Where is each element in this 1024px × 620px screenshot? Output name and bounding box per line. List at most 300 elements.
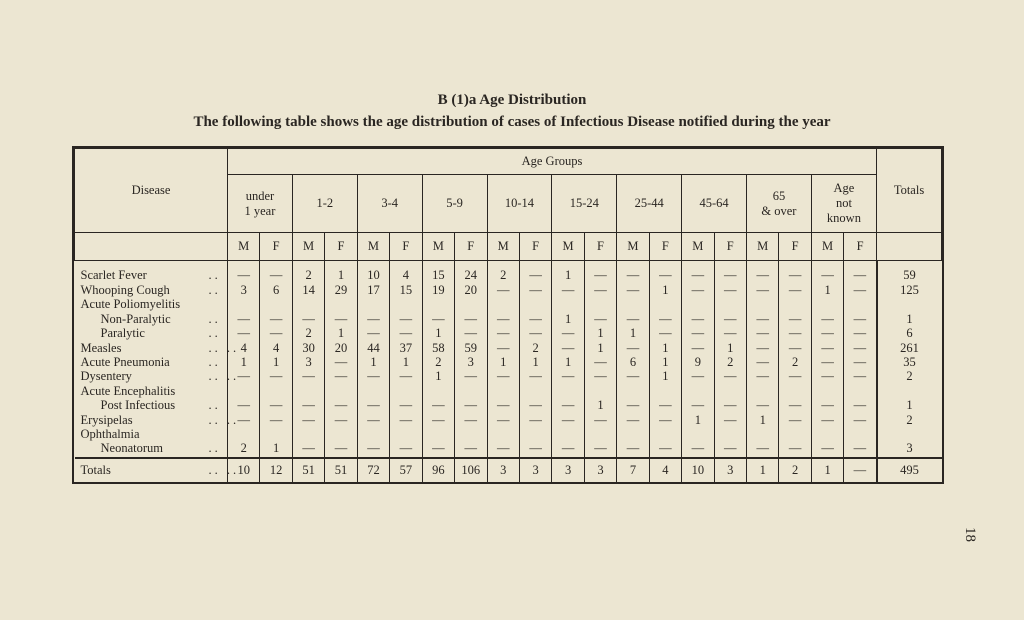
disease-label: Whooping Cough: [80, 282, 170, 297]
count-cell: —: [779, 269, 811, 283]
disease-label: Neonatorum: [100, 441, 163, 456]
table-row: [75, 341, 942, 355]
age-group-header: 10-14: [487, 175, 552, 233]
count-cell: —: [649, 442, 681, 457]
row-total-cell: 3: [877, 442, 942, 457]
count-cell: 106: [455, 458, 487, 482]
age-group-header: under 1 year: [228, 175, 293, 233]
count-cell: 3: [584, 458, 616, 482]
disease-cell: [75, 312, 228, 326]
count-cell: 4: [390, 269, 422, 283]
count-cell: 1: [617, 327, 649, 341]
count-cell: —: [228, 370, 260, 384]
count-cell: —: [487, 399, 519, 413]
female-header: F: [455, 233, 487, 261]
count-cell: —: [811, 442, 843, 457]
count-cell: 3: [228, 283, 260, 297]
count-cell: —: [455, 370, 487, 384]
age-group-header: 25-44: [617, 175, 682, 233]
count-cell: [747, 384, 779, 398]
male-header: M: [357, 233, 389, 261]
count-cell: 2: [779, 356, 811, 370]
count-cell: —: [779, 312, 811, 326]
female-header: F: [519, 233, 551, 261]
count-cell: 51: [292, 458, 324, 482]
count-cell: 4: [260, 341, 292, 355]
count-cell: [292, 298, 324, 312]
count-cell: [519, 428, 551, 442]
count-cell: [714, 384, 746, 398]
age-distribution-table: [72, 146, 944, 484]
table-row: [75, 428, 942, 442]
table-row: [75, 327, 942, 341]
leader-dots: ..: [208, 282, 221, 297]
count-cell: —: [422, 413, 454, 427]
count-cell: —: [292, 442, 324, 457]
table-row: [75, 413, 942, 427]
disease-cell: [75, 428, 228, 442]
count-cell: 1: [228, 356, 260, 370]
count-cell: [682, 298, 714, 312]
leader-dots: .. ..: [208, 412, 240, 427]
count-cell: —: [552, 399, 584, 413]
count-cell: [682, 384, 714, 398]
table-row: [75, 312, 942, 326]
row-total-cell: 2: [877, 413, 942, 427]
disease-label: Scarlet Fever: [80, 268, 147, 283]
disease-cell: [75, 298, 228, 312]
row-total-cell: 1: [877, 399, 942, 413]
count-cell: [747, 298, 779, 312]
count-cell: 1: [325, 269, 357, 283]
count-cell: —: [552, 327, 584, 341]
count-cell: —: [422, 312, 454, 326]
count-cell: [617, 298, 649, 312]
leader-dots: .. ..: [208, 462, 240, 477]
count-cell: 51: [325, 458, 357, 482]
count-cell: 3: [487, 458, 519, 482]
disease-cell: [75, 269, 228, 283]
count-cell: [260, 384, 292, 398]
count-cell: —: [811, 269, 843, 283]
count-cell: [811, 298, 843, 312]
count-cell: 3: [292, 356, 324, 370]
count-cell: 15: [422, 269, 454, 283]
count-cell: 1: [649, 370, 681, 384]
female-header: F: [714, 233, 746, 261]
count-cell: —: [747, 327, 779, 341]
count-cell: [779, 384, 811, 398]
count-cell: 1: [811, 458, 843, 482]
count-cell: 1: [552, 356, 584, 370]
count-cell: —: [844, 356, 877, 370]
count-cell: —: [487, 442, 519, 457]
count-cell: 1: [811, 283, 843, 297]
count-cell: 96: [422, 458, 454, 482]
male-header: M: [228, 233, 260, 261]
row-total-cell: [877, 298, 942, 312]
count-cell: —: [292, 399, 324, 413]
count-cell: 1: [584, 327, 616, 341]
count-cell: [519, 298, 551, 312]
count-cell: —: [228, 312, 260, 326]
count-cell: —: [747, 341, 779, 355]
disease-cell: [75, 327, 228, 341]
count-cell: —: [617, 341, 649, 355]
count-cell: —: [682, 399, 714, 413]
count-cell: —: [811, 370, 843, 384]
count-cell: 10: [228, 458, 260, 482]
count-cell: —: [390, 442, 422, 457]
count-cell: —: [649, 413, 681, 427]
table-subtitle: The following table shows the age distribution of cases of Infectious Disease notified during the year: [193, 114, 831, 130]
female-header: F: [390, 233, 422, 261]
disease-label: Dysentery: [80, 369, 132, 384]
row-total-cell: 261: [877, 341, 942, 355]
count-cell: 3: [552, 458, 584, 482]
count-cell: [325, 298, 357, 312]
row-total-cell: 125: [877, 283, 942, 297]
count-cell: [682, 428, 714, 442]
count-cell: [357, 428, 389, 442]
male-header: M: [747, 233, 779, 261]
totals-header-blank: [877, 233, 942, 261]
disease-cell: [75, 442, 228, 457]
count-cell: —: [584, 442, 616, 457]
count-cell: —: [584, 356, 616, 370]
count-cell: 4: [228, 341, 260, 355]
count-cell: 1: [487, 356, 519, 370]
count-cell: —: [228, 327, 260, 341]
male-header: M: [487, 233, 519, 261]
count-cell: 10: [682, 458, 714, 482]
count-cell: —: [519, 269, 551, 283]
count-cell: 1: [357, 356, 389, 370]
count-cell: 58: [422, 341, 454, 355]
table-row: [75, 442, 942, 457]
count-cell: [487, 428, 519, 442]
count-cell: [357, 384, 389, 398]
count-cell: —: [357, 327, 389, 341]
count-cell: 1: [422, 370, 454, 384]
count-cell: —: [811, 312, 843, 326]
table-row: [75, 384, 942, 398]
disease-cell: [75, 399, 228, 413]
count-cell: —: [747, 283, 779, 297]
disease-label: Acute Poliomyelitis: [80, 297, 181, 312]
count-cell: [390, 298, 422, 312]
count-cell: —: [617, 269, 649, 283]
row-total-cell: 2: [877, 370, 942, 384]
leader-dots: ..: [208, 311, 221, 326]
count-cell: 1: [390, 356, 422, 370]
count-cell: [811, 384, 843, 398]
count-cell: —: [552, 442, 584, 457]
count-cell: —: [584, 283, 616, 297]
count-cell: 2: [228, 442, 260, 457]
count-cell: —: [779, 370, 811, 384]
count-cell: [487, 298, 519, 312]
table-row: [75, 283, 942, 297]
count-cell: —: [682, 341, 714, 355]
leader-dots: ..: [208, 354, 221, 369]
count-cell: —: [260, 399, 292, 413]
count-cell: —: [714, 283, 746, 297]
count-cell: —: [779, 283, 811, 297]
count-cell: —: [390, 399, 422, 413]
count-cell: 2: [292, 327, 324, 341]
table-row: [75, 269, 942, 283]
count-cell: —: [811, 356, 843, 370]
count-cell: [292, 428, 324, 442]
count-cell: 1: [649, 341, 681, 355]
count-cell: —: [455, 442, 487, 457]
count-cell: 1: [714, 341, 746, 355]
count-cell: —: [844, 399, 877, 413]
count-cell: —: [455, 413, 487, 427]
leader-dots: ..: [208, 268, 221, 283]
count-cell: —: [519, 327, 551, 341]
male-header: M: [617, 233, 649, 261]
male-header: M: [811, 233, 843, 261]
count-cell: —: [844, 327, 877, 341]
count-cell: —: [779, 399, 811, 413]
table-row: [75, 370, 942, 384]
disease-cell: [75, 283, 228, 297]
count-cell: [422, 384, 454, 398]
count-cell: —: [747, 312, 779, 326]
female-header: F: [649, 233, 681, 261]
count-cell: —: [714, 269, 746, 283]
leader-dots: ..: [208, 326, 221, 341]
count-cell: —: [649, 312, 681, 326]
female-header: F: [260, 233, 292, 261]
count-cell: —: [260, 413, 292, 427]
female-header: F: [325, 233, 357, 261]
count-cell: —: [844, 341, 877, 355]
count-cell: [747, 428, 779, 442]
count-cell: 6: [617, 356, 649, 370]
row-total-cell: 59: [877, 269, 942, 283]
count-cell: 2: [714, 356, 746, 370]
page-number: 18: [962, 527, 978, 542]
disease-label: Measles: [80, 340, 122, 355]
count-cell: [779, 298, 811, 312]
count-cell: 1: [260, 356, 292, 370]
disease-header-blank: [75, 233, 228, 261]
count-cell: —: [357, 442, 389, 457]
count-cell: 1: [260, 442, 292, 457]
disease-label: Totals: [80, 462, 111, 477]
count-cell: 1: [682, 413, 714, 427]
count-cell: 1: [649, 356, 681, 370]
age-group-header: 65 & over: [747, 175, 812, 233]
count-cell: —: [649, 269, 681, 283]
row-total-cell: 495: [877, 458, 942, 482]
count-cell: [649, 298, 681, 312]
count-cell: [519, 384, 551, 398]
count-cell: [617, 384, 649, 398]
count-cell: —: [325, 312, 357, 326]
count-cell: —: [487, 413, 519, 427]
count-cell: [844, 384, 877, 398]
count-cell: 17: [357, 283, 389, 297]
count-cell: 12: [260, 458, 292, 482]
count-cell: —: [584, 413, 616, 427]
count-cell: 3: [714, 458, 746, 482]
count-cell: —: [228, 413, 260, 427]
count-cell: —: [357, 399, 389, 413]
count-cell: —: [617, 399, 649, 413]
leader-dots: .. ..: [208, 369, 240, 384]
count-cell: [844, 428, 877, 442]
count-cell: [325, 384, 357, 398]
count-cell: —: [260, 269, 292, 283]
header-row-age-groups: [75, 149, 942, 175]
count-cell: [552, 428, 584, 442]
count-cell: —: [455, 399, 487, 413]
count-cell: —: [390, 327, 422, 341]
count-cell: —: [682, 269, 714, 283]
table-row: [75, 399, 942, 413]
count-cell: —: [325, 442, 357, 457]
age-group-header: 1-2: [292, 175, 357, 233]
count-cell: [228, 428, 260, 442]
female-header: F: [844, 233, 877, 261]
count-cell: —: [292, 413, 324, 427]
count-cell: —: [519, 283, 551, 297]
table-body: [75, 261, 942, 483]
count-cell: 1: [584, 341, 616, 355]
count-cell: [779, 428, 811, 442]
count-cell: —: [811, 327, 843, 341]
row-total-cell: [877, 428, 942, 442]
count-cell: 1: [649, 283, 681, 297]
disease-label: Acute Encephalitis: [80, 383, 176, 398]
count-cell: 29: [325, 283, 357, 297]
count-cell: 59: [455, 341, 487, 355]
count-cell: —: [682, 442, 714, 457]
count-cell: 2: [422, 356, 454, 370]
count-cell: —: [325, 356, 357, 370]
count-cell: —: [519, 442, 551, 457]
count-cell: [552, 384, 584, 398]
count-cell: [390, 384, 422, 398]
count-cell: 6: [260, 283, 292, 297]
count-cell: [649, 384, 681, 398]
male-header: M: [552, 233, 584, 261]
disease-label: Acute Pneumonia: [80, 354, 170, 369]
count-cell: —: [422, 442, 454, 457]
age-group-header: Age not known: [811, 175, 876, 233]
count-cell: [455, 384, 487, 398]
count-cell: —: [390, 312, 422, 326]
count-cell: —: [325, 399, 357, 413]
count-cell: —: [390, 370, 422, 384]
count-cell: 9: [682, 356, 714, 370]
disease-cell: [75, 384, 228, 398]
count-cell: —: [260, 312, 292, 326]
count-cell: [811, 428, 843, 442]
count-cell: [584, 384, 616, 398]
count-cell: —: [455, 327, 487, 341]
count-cell: [584, 298, 616, 312]
count-cell: —: [779, 413, 811, 427]
count-cell: [714, 298, 746, 312]
count-cell: —: [552, 283, 584, 297]
count-cell: —: [844, 458, 877, 482]
count-cell: —: [455, 312, 487, 326]
count-cell: —: [617, 370, 649, 384]
count-cell: —: [811, 341, 843, 355]
count-cell: —: [682, 283, 714, 297]
count-cell: —: [519, 370, 551, 384]
row-total-cell: 6: [877, 327, 942, 341]
count-cell: —: [617, 413, 649, 427]
male-header: M: [292, 233, 324, 261]
count-cell: 72: [357, 458, 389, 482]
count-cell: 14: [292, 283, 324, 297]
disease-label: Post Infectious: [100, 398, 176, 413]
count-cell: 1: [747, 413, 779, 427]
count-cell: [325, 428, 357, 442]
count-cell: —: [487, 283, 519, 297]
female-header: F: [779, 233, 811, 261]
count-cell: —: [325, 370, 357, 384]
count-cell: —: [357, 312, 389, 326]
count-cell: [552, 298, 584, 312]
count-cell: 1: [552, 312, 584, 326]
count-cell: —: [617, 283, 649, 297]
count-cell: —: [390, 413, 422, 427]
count-cell: —: [747, 269, 779, 283]
count-cell: —: [584, 269, 616, 283]
count-cell: —: [779, 341, 811, 355]
count-cell: —: [260, 370, 292, 384]
count-cell: [228, 298, 260, 312]
disease-label: Ophthalmia: [80, 427, 140, 442]
leader-dots: ..: [208, 398, 221, 413]
row-total-cell: 1: [877, 312, 942, 326]
count-cell: —: [357, 413, 389, 427]
count-cell: [455, 298, 487, 312]
count-cell: —: [682, 312, 714, 326]
spacer-row: [75, 261, 942, 269]
count-cell: —: [747, 399, 779, 413]
count-cell: —: [487, 370, 519, 384]
count-cell: —: [422, 399, 454, 413]
count-cell: —: [844, 370, 877, 384]
count-cell: 1: [747, 458, 779, 482]
disease-cell: [75, 356, 228, 370]
count-cell: —: [844, 442, 877, 457]
male-header: M: [422, 233, 454, 261]
age-group-header: 5-9: [422, 175, 487, 233]
count-cell: 15: [390, 283, 422, 297]
count-cell: —: [519, 413, 551, 427]
count-cell: [649, 428, 681, 442]
count-cell: —: [228, 269, 260, 283]
count-cell: —: [292, 312, 324, 326]
disease-cell: [75, 458, 240, 482]
count-cell: —: [714, 370, 746, 384]
count-cell: 44: [357, 341, 389, 355]
totals-header: Totals: [877, 149, 942, 233]
age-groups-header: Age Groups: [228, 149, 877, 175]
count-cell: —: [325, 413, 357, 427]
count-cell: —: [519, 399, 551, 413]
count-cell: [422, 298, 454, 312]
